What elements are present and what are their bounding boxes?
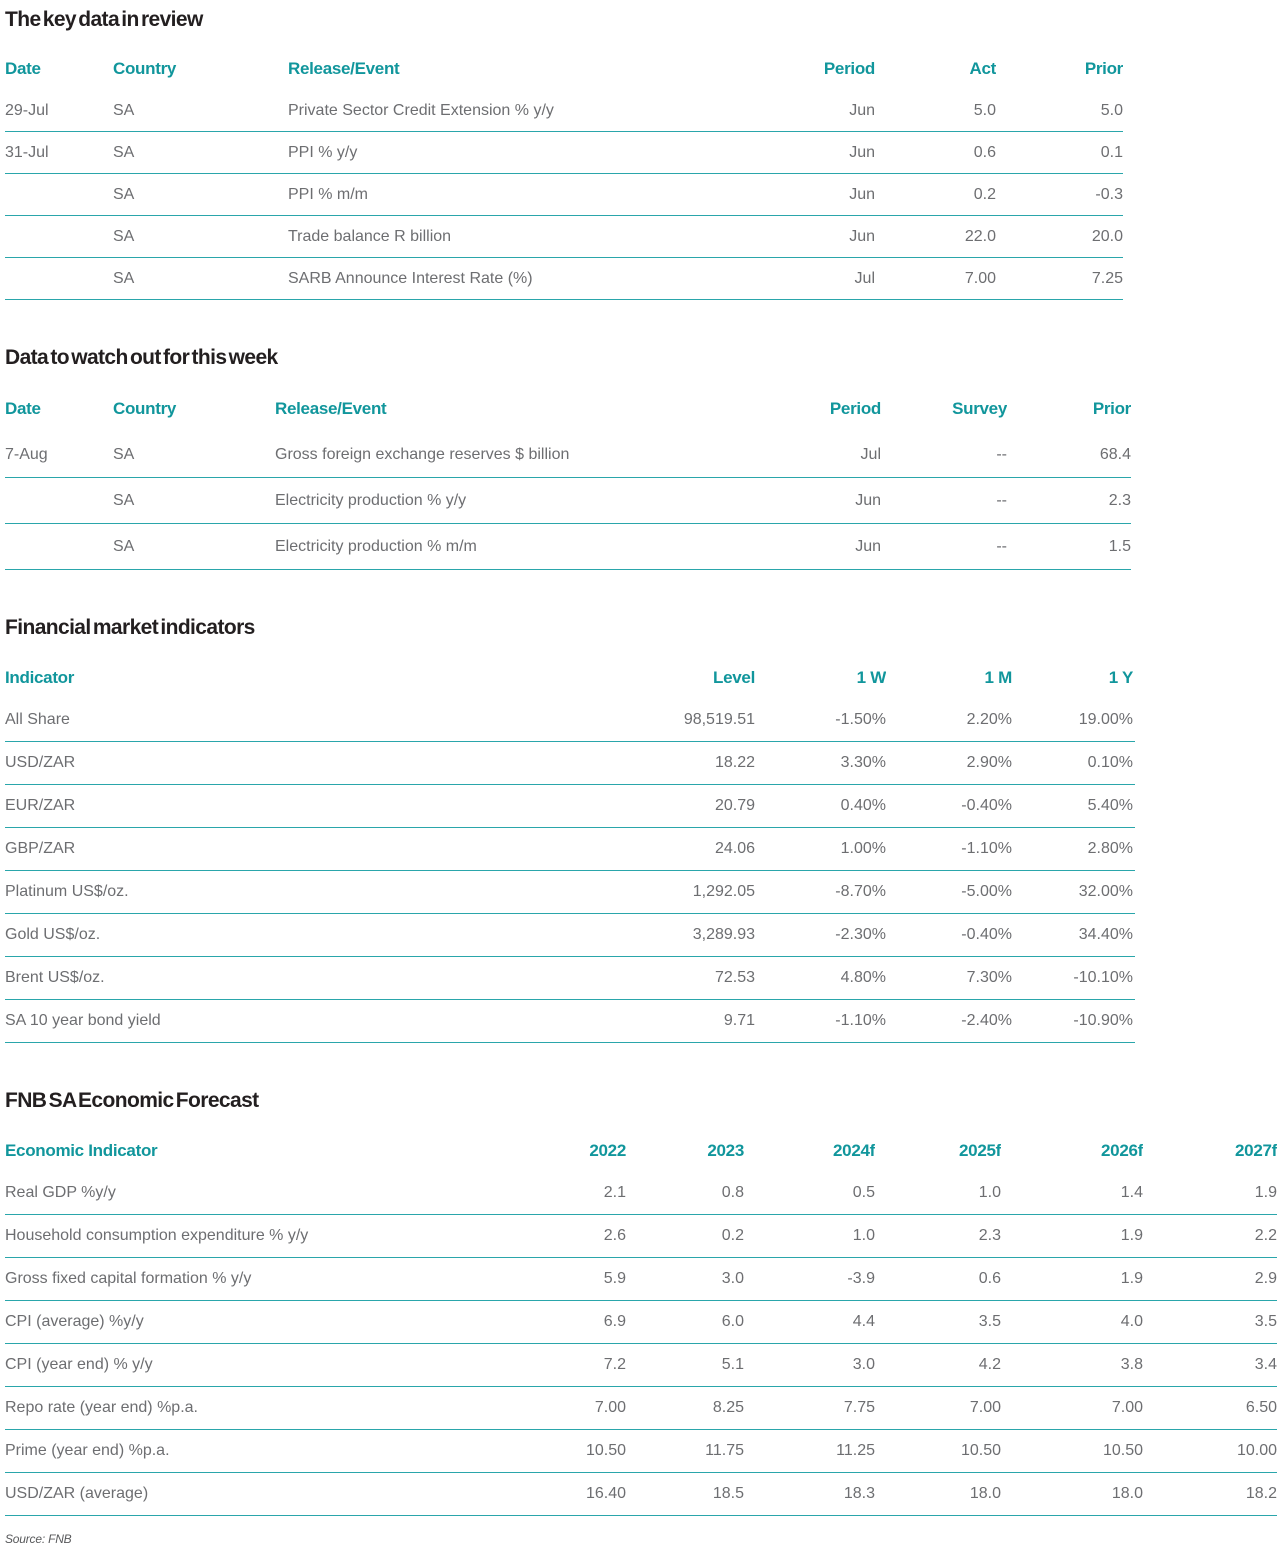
table-cell: SA [113,269,135,287]
table-cell: 2.9 [1254,1270,1277,1287]
table-cell: SA [113,537,135,555]
table-cell: All Share [5,711,70,728]
table-cell: 2.3 [978,1227,1001,1244]
column-header: 2025f [959,1140,1001,1160]
table-cell: Trade balance R billion [288,227,452,245]
table-row [5,1000,1135,1043]
table-row [5,174,1123,216]
table-cell: Gross foreign exchange reserves $ billion [275,445,570,463]
column-header: Period [829,399,881,418]
table-cell: Brent US$/oz. [5,969,105,986]
table-cell: 0.2 [973,185,996,203]
table-cell: 2.90% [966,754,1012,771]
table-cell: Real GDP %y/y [5,1184,116,1201]
table-cell: 31-Jul [5,143,49,161]
table-cell: 7.75 [843,1399,875,1416]
table-row [5,1387,1277,1430]
table-cell: 6.50 [1245,1399,1277,1416]
column-header: Period [823,59,875,78]
table-cell: 18.22 [714,754,755,771]
table-row [5,1258,1277,1301]
table-cell: Jun [855,491,881,509]
table-cell: GBP/ZAR [5,840,76,857]
table-cell: 1,292.05 [692,883,755,900]
table-row [5,524,1131,570]
table-cell: 18.0 [1111,1485,1143,1502]
column-header: 1 M [984,667,1012,687]
table-row [5,132,1123,174]
table-cell: -0.40% [961,926,1012,943]
table-cell: 7.00 [964,269,996,287]
column-header: Release/Event [288,59,400,78]
table-cell: 0.10% [1087,754,1133,771]
table-row [5,216,1123,258]
table-cell: -1.10% [835,1012,886,1029]
table-cell: 4.2 [978,1356,1001,1373]
table-cell: -0.40% [961,797,1012,814]
table-cell: PPI % y/y [288,143,358,161]
table-cell: 3.8 [1120,1356,1143,1373]
table-cell: Jul [860,445,881,463]
table-cell: 68.4 [1099,445,1131,463]
table-cell: 5.40% [1087,797,1133,814]
table-cell: 0.6 [978,1270,1001,1287]
table-cell: Jul [854,269,875,287]
table-cell: -5.00% [961,883,1012,900]
column-header: Indicator [5,667,75,687]
table-cell: USD/ZAR [5,754,76,771]
section-key-data-in-review [5,6,1278,300]
table-cell: 0.2 [721,1227,744,1244]
table-row [5,871,1135,914]
column-header: Economic Indicator [5,1140,158,1160]
table-cell: SA [113,491,135,509]
section-title-key-data-in-review: The key data in review [5,8,203,31]
table-cell: 1.4 [1120,1184,1143,1201]
table-row [5,478,1131,524]
table-cell: SA [113,185,135,203]
table-cell: -0.3 [1095,185,1123,203]
table-cell: 7.2 [603,1356,626,1373]
table-cell: -10.90% [1073,1012,1133,1029]
table-cell: 11.75 [705,1442,744,1459]
table-cell: CPI (average) %y/y [5,1313,144,1330]
column-header: 2022 [589,1140,626,1160]
table-cell: 20.79 [714,797,755,814]
table-cell: 10.50 [585,1442,626,1459]
data-to-watch-table [5,386,1131,570]
table-cell: 18.5 [712,1485,744,1502]
table-cell: SA 10 year bond yield [5,1012,161,1029]
table-cell: 18.0 [969,1485,1001,1502]
table-cell: 2.20% [966,711,1012,728]
table-cell: 98,519.51 [683,711,755,728]
table-cell: Jun [849,185,875,203]
table-row [5,90,1123,132]
table-row [5,785,1135,828]
table-cell: Platinum US$/oz. [5,883,129,900]
table-cell: 7.00 [1111,1399,1143,1416]
table-row [5,258,1123,300]
column-header: Act [969,59,996,78]
table-cell: Private Sector Credit Extension % y/y [288,101,554,119]
section-financial-market-indicators [5,614,1278,1043]
table-cell: 10.00 [1236,1442,1277,1459]
table-cell: 7.30% [966,969,1012,986]
table-cell: 3.0 [721,1270,744,1287]
table-cell: -10.10% [1073,969,1133,986]
table-cell: PPI % m/m [288,185,369,203]
table-row [5,432,1131,478]
table-cell: 2.1 [603,1184,626,1201]
table-row [5,1430,1277,1473]
table-cell: Household consumption expenditure % y/y [5,1227,309,1244]
table-cell: 5.0 [1100,101,1123,119]
table-row [5,1473,1277,1516]
table-cell: Repo rate (year end) %p.a. [5,1399,198,1416]
table-cell: 5.0 [973,101,996,119]
column-header: Release/Event [275,399,387,418]
table-cell: 1.0 [978,1184,1001,1201]
column-header: Date [5,59,41,78]
table-row [5,1301,1277,1344]
column-header: Prior [1092,399,1131,418]
table-cell: Jun [849,227,875,245]
table-cell: 3.4 [1254,1356,1277,1373]
table-cell: 7.00 [594,1399,626,1416]
table-cell: 3.5 [978,1313,1001,1330]
table-header-row [5,386,1131,432]
table-cell: 18.2 [1245,1485,1277,1502]
column-header: 2023 [707,1140,744,1160]
column-header: Prior [1084,59,1123,78]
table-cell: 18.3 [843,1485,875,1502]
table-cell: -1.50% [835,711,886,728]
table-cell: 7-Aug [5,445,48,463]
table-cell: 1.9 [1120,1227,1143,1244]
table-row [5,1172,1277,1215]
table-cell: 6.9 [603,1313,626,1330]
table-cell: 20.0 [1091,227,1123,245]
table-cell: -2.30% [835,926,886,943]
table-cell: Gross fixed capital formation % y/y [5,1270,252,1287]
table-cell: SA [113,143,135,161]
table-cell: 1.0 [852,1227,875,1244]
section-title-fnb-sa-economic-forecast: FNB SA Economic Forecast [5,1089,259,1112]
table-cell: 0.6 [973,143,996,161]
table-cell: USD/ZAR (average) [5,1485,149,1502]
table-row [5,1215,1277,1258]
table-cell: SA [113,101,135,119]
column-header: 1 Y [1108,667,1133,687]
table-cell: 11.25 [836,1442,875,1459]
column-header: Survey [952,399,1007,418]
table-cell: 4.80% [840,969,886,986]
table-row [5,828,1135,871]
table-cell: Prime (year end) %p.a. [5,1442,170,1459]
table-cell: Jun [855,537,881,555]
table-header-row [5,1129,1277,1172]
table-cell: 10.50 [1102,1442,1143,1459]
table-cell: 2.2 [1254,1227,1277,1244]
table-cell: -8.70% [835,883,886,900]
table-cell: 1.9 [1254,1184,1277,1201]
table-cell: SARB Announce Interest Rate (%) [288,269,533,287]
table-cell: -2.40% [961,1012,1012,1029]
column-header: 2026f [1101,1140,1143,1160]
column-header: Country [113,399,177,418]
table-cell: 3.0 [852,1356,875,1373]
table-cell: 3.5 [1254,1313,1277,1330]
table-cell: 8.25 [712,1399,744,1416]
table-cell: 0.5 [852,1184,875,1201]
column-header: 2024f [833,1140,875,1160]
table-cell: CPI (year end) % y/y [5,1356,153,1373]
column-header: Country [113,59,177,78]
table-cell: 2.3 [1108,491,1131,509]
table-cell: 1.00% [840,840,886,857]
table-cell: -1.10% [961,840,1012,857]
column-header: Date [5,399,41,418]
table-cell: Electricity production % m/m [275,537,477,555]
table-cell: 5.1 [721,1356,744,1373]
table-cell: Jun [849,101,875,119]
table-cell: Gold US$/oz. [5,926,101,943]
table-cell: 4.4 [852,1313,875,1330]
column-header: 2027f [1235,1140,1277,1160]
column-header: Level [713,667,755,687]
financial-market-indicators-table [5,656,1135,1043]
table-cell: 22.0 [964,227,996,245]
table-cell: 6.0 [721,1313,744,1330]
table-row [5,914,1135,957]
table-header-row [5,656,1135,699]
table-cell: 5.9 [603,1270,626,1287]
table-cell: 19.00% [1078,711,1133,728]
table-cell: 16.40 [585,1485,626,1502]
table-cell: 4.0 [1120,1313,1143,1330]
table-cell: 3.30% [840,754,886,771]
table-row [5,957,1135,1000]
section-title-data-to-watch: Data to watch out for this week [5,346,278,369]
table-cell: -- [996,537,1007,555]
table-cell: 2.80% [1087,840,1133,857]
table-row [5,699,1135,742]
table-cell: 32.00% [1078,883,1133,900]
table-cell: Electricity production % y/y [275,491,467,509]
table-cell: 1.9 [1120,1270,1143,1287]
table-cell: 34.40% [1078,926,1133,943]
table-cell: SA [113,227,135,245]
table-cell: 0.1 [1100,143,1123,161]
table-cell: SA [113,445,135,463]
table-cell: 0.40% [840,797,886,814]
table-row [5,742,1135,785]
table-cell: -3.9 [847,1270,875,1287]
section-fnb-sa-economic-forecast [5,1087,1278,1516]
table-cell: 24.06 [714,840,755,857]
key-data-in-review-table [5,48,1123,300]
table-cell: EUR/ZAR [5,797,76,814]
table-cell: 9.71 [723,1012,755,1029]
table-cell: 10.50 [960,1442,1001,1459]
table-cell: 3,289.93 [692,926,755,943]
table-cell: 2.6 [603,1227,626,1244]
table-cell: Jun [849,143,875,161]
table-cell: 7.00 [969,1399,1001,1416]
table-cell: 72.53 [714,969,755,986]
source-note: Source: FNB [5,1532,72,1546]
section-data-to-watch [5,344,1278,570]
table-cell: 7.25 [1091,269,1123,287]
table-row [5,1344,1277,1387]
fnb-sa-economic-forecast-table [5,1129,1277,1516]
table-cell: 0.8 [721,1184,744,1201]
table-cell: 1.5 [1108,537,1131,555]
section-title-financial-market-indicators: Financial market indicators [5,616,255,639]
table-cell: 29-Jul [5,101,49,119]
table-cell: -- [996,445,1007,463]
table-header-row [5,48,1123,90]
table-cell: -- [996,491,1007,509]
column-header: 1 W [856,667,886,687]
